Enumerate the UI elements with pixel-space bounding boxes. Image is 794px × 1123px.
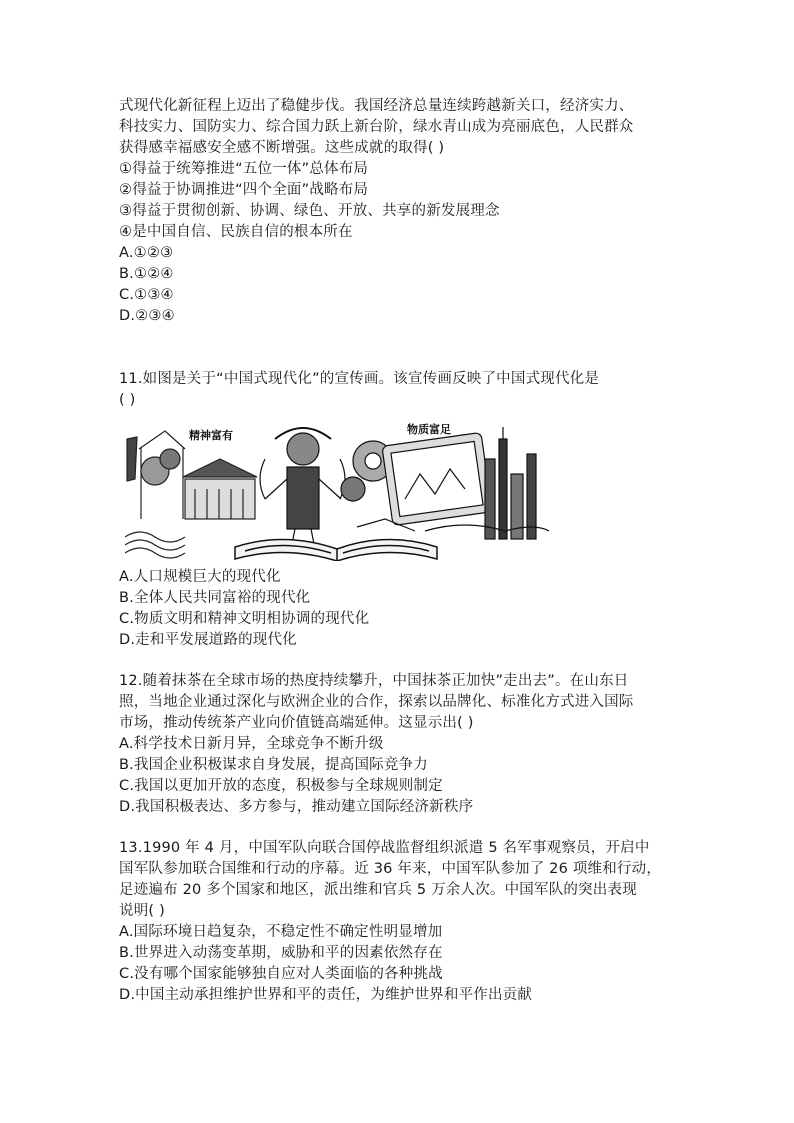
question-stem-line: 式现代化新征程上迈出了稳健步伐。我国经济总量连续跨越新关口，经济实力、 — [119, 98, 634, 114]
question-stem-line: 国军队参加联合国维和行动的序幕。近 36 年来，中国军队参加了 26 项维和行动， — [119, 861, 662, 877]
question-stem-line: 市场，推动传统茶产业向价值链高端延伸。这显示出( ) — [119, 715, 474, 731]
option-b: B.①②④ — [119, 266, 174, 282]
question-stem-line: 科技实力、国防实力、综合国力跃上新台阶，绿水青山成为亮丽底色，人民群众 — [119, 119, 634, 135]
statement-1: ①得益于统筹推进“五位一体”总体布局 — [119, 161, 369, 177]
option-a: A.①②③ — [119, 245, 174, 261]
statement-3: ③得益于贯彻创新、协调、绿色、开放、共享的新发展理念 — [119, 203, 500, 219]
statement-4: ④是中国自信、民族自信的根本所在 — [119, 224, 353, 240]
option-d: D.我国积极表达、多方参与，推动建立国际经济新秩序 — [119, 799, 474, 815]
question-stem-line: 11.如图是关于“中国式现代化”的宣传画。该宣传画反映了中国式现代化是 — [119, 371, 600, 387]
poster-label-material: 物质富足 — [407, 423, 451, 436]
question-10 — [119, 96, 689, 327]
option-c: C.①③④ — [119, 287, 174, 303]
question-stem-line: 获得感幸福感安全感不断增强。这些成就的取得( ) — [119, 140, 445, 156]
question-stem-line: 13.1990 年 4 月，中国军队向联合国停战监督组织派遣 5 名军事观察员，开启中 — [119, 840, 650, 856]
option-c: C.物质文明和精神文明相协调的现代化 — [119, 611, 370, 627]
option-c: C.没有哪个国家能够独自应对人类面临的各种挑战 — [119, 966, 443, 982]
option-d: D.走和平发展道路的现代化 — [119, 632, 297, 648]
option-b: B.世界进入动荡变革期，威胁和平的因素依然存在 — [119, 945, 443, 961]
question-stem-line: 足迹遍布 20 多个国家和地区，派出维和官兵 5 万余人次。中国军队的突出表现 — [119, 882, 637, 898]
propaganda-poster-image — [125, 419, 549, 561]
question-stem-line: 照，当地企业通过深化与欧洲企业的合作，探索以品牌化、标准化方式进入国际 — [119, 694, 634, 710]
question-stem-line: 12.随着抹茶在全球市场的热度持续攀升，中国抹茶正加快”走出去”。在山东日 — [119, 673, 629, 689]
option-d: D.中国主动承担维护世界和平的责任，为维护世界和平作出贡献 — [119, 987, 533, 1003]
option-d: D.②③④ — [119, 308, 175, 324]
question-13 — [119, 838, 689, 1006]
statement-2: ②得益于协调推进“四个全面”战略布局 — [119, 182, 369, 198]
question-11 — [119, 369, 689, 651]
option-a: A.人口规模巨大的现代化 — [119, 569, 281, 585]
worksheet-page — [119, 96, 689, 1006]
poster-label-spiritual: 精神富有 — [189, 429, 233, 442]
option-c: C.我国以更加开放的态度，积极参与全球规则制定 — [119, 778, 443, 794]
option-b: B.全体人民共同富裕的现代化 — [119, 590, 311, 606]
question-stem-line: ( ) — [119, 392, 136, 408]
question-stem-line: 说明( ) — [119, 903, 165, 919]
poster-drawing — [125, 419, 549, 561]
option-a: A.科学技术日新月异，全球竞争不断升级 — [119, 736, 384, 752]
option-a: A.国际环境日趋复杂，不稳定性不确定性明显增加 — [119, 924, 443, 940]
question-12 — [119, 671, 689, 818]
option-b: B.我国企业积极谋求自身发展，提高国际竞争力 — [119, 757, 428, 773]
